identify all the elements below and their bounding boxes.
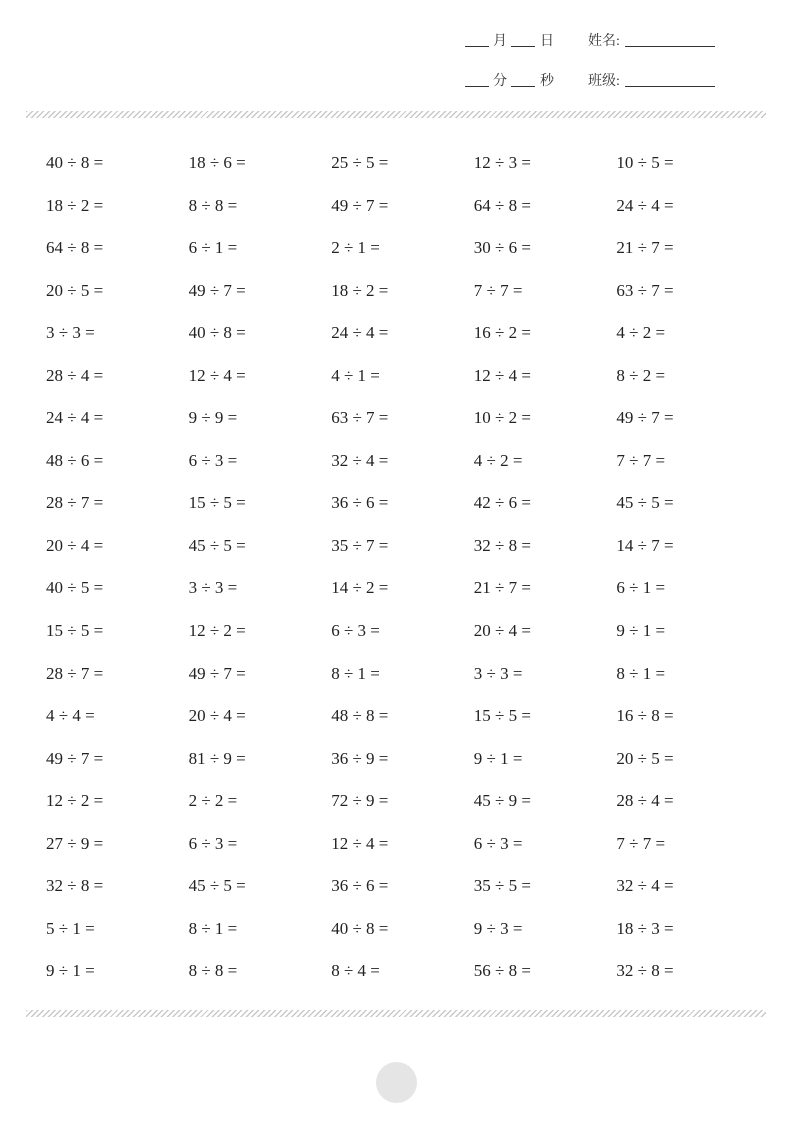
division-problem: 40 ÷ 8 = xyxy=(46,153,104,172)
minute-blank[interactable] xyxy=(465,86,489,87)
division-problem: 7 ÷ 7 = xyxy=(473,280,523,300)
division-problem: 15 ÷ 5 = xyxy=(46,621,104,641)
division-problem: 6 ÷ 3 = xyxy=(473,833,523,853)
division-problem: 35 ÷ 7 = xyxy=(331,535,389,555)
division-problem: 36 ÷ 6 = xyxy=(331,493,389,513)
division-problem: 18 ÷ 2 = xyxy=(331,280,389,300)
division-problem: 4 ÷ 4 = xyxy=(46,706,95,726)
division-problem: 5 ÷ 1 = xyxy=(46,918,95,938)
division-problem: 49 ÷ 7 = xyxy=(46,748,104,768)
division-problem: 8 ÷ 1 = xyxy=(188,918,238,938)
division-problem: 45 ÷ 5 = xyxy=(616,493,674,513)
division-problem: 45 ÷ 5 = xyxy=(188,876,246,896)
division-problem: 48 ÷ 8 = xyxy=(331,706,389,726)
division-problem: 24 ÷ 4 = xyxy=(616,195,674,215)
division-problem: 15 ÷ 5 = xyxy=(188,493,246,513)
division-problem: 2 ÷ 1 = xyxy=(331,238,380,258)
division-problem: 8 ÷ 4 = xyxy=(331,961,380,981)
division-problem: 20 ÷ 5 = xyxy=(616,748,674,768)
division-problem: 9 ÷ 3 = xyxy=(473,918,523,938)
division-problem: 21 ÷ 7 = xyxy=(616,238,674,258)
division-problem: 6 ÷ 1 = xyxy=(616,578,666,598)
bottom-divider xyxy=(26,1010,766,1017)
division-problem: 14 ÷ 7 = xyxy=(616,535,674,555)
division-problem: 18 ÷ 2 = xyxy=(46,195,104,215)
division-problem: 18 ÷ 3 = xyxy=(616,918,674,938)
division-problem: 28 ÷ 7 = xyxy=(46,493,104,513)
division-problem: 30 ÷ 6 = xyxy=(473,238,531,258)
division-problem: 6 ÷ 3 = xyxy=(331,621,380,641)
division-problem: 9 ÷ 1 = xyxy=(473,748,523,768)
division-problem: 20 ÷ 5 = xyxy=(46,280,104,300)
division-problem: 16 ÷ 8 = xyxy=(616,706,674,726)
division-problem: 72 ÷ 9 = xyxy=(331,791,389,811)
division-problem: 4 ÷ 2 = xyxy=(473,450,523,470)
division-problem: 35 ÷ 5 = xyxy=(473,876,531,896)
division-problem: 25 ÷ 5 = xyxy=(331,153,389,172)
division-problem: 7 ÷ 7 = xyxy=(616,833,666,853)
division-problem: 12 ÷ 4 = xyxy=(473,365,531,385)
month-label: 月 xyxy=(493,34,507,49)
division-problem: 6 ÷ 1 = xyxy=(188,238,238,258)
division-problem: 6 ÷ 3 = xyxy=(188,450,238,470)
worksheet-header xyxy=(0,0,793,100)
division-problem: 8 ÷ 2 = xyxy=(616,365,666,385)
division-problem: 20 ÷ 4 = xyxy=(473,621,531,641)
division-problem: 8 ÷ 8 = xyxy=(188,961,238,981)
division-problem: 48 ÷ 6 = xyxy=(46,450,104,470)
division-problem: 8 ÷ 1 = xyxy=(331,663,380,683)
division-problem: 63 ÷ 7 = xyxy=(331,408,389,428)
division-problem: 12 ÷ 4 = xyxy=(331,833,389,853)
division-problem: 3 ÷ 3 = xyxy=(473,663,523,683)
division-problem: 40 ÷ 8 = xyxy=(331,918,389,938)
division-problem: 49 ÷ 7 = xyxy=(188,280,246,300)
division-problem: 14 ÷ 2 = xyxy=(331,578,389,598)
division-problem: 32 ÷ 8 = xyxy=(616,961,674,981)
minute-label: 分 xyxy=(493,74,507,89)
division-problem: 81 ÷ 9 = xyxy=(188,748,246,768)
name-blank[interactable] xyxy=(625,46,715,47)
division-problem: 12 ÷ 3 = xyxy=(473,153,531,172)
month-blank[interactable] xyxy=(465,46,489,47)
division-problem: 40 ÷ 5 = xyxy=(46,578,104,598)
division-problem: 6 ÷ 3 = xyxy=(188,833,238,853)
division-problem: 8 ÷ 1 = xyxy=(616,663,666,683)
division-problem: 8 ÷ 8 = xyxy=(188,195,238,215)
division-problem: 36 ÷ 6 = xyxy=(331,876,389,896)
division-problem: 21 ÷ 7 = xyxy=(473,578,531,598)
division-problem: 56 ÷ 8 = xyxy=(473,961,531,981)
division-problem: 42 ÷ 6 = xyxy=(473,493,531,513)
division-problem: 28 ÷ 4 = xyxy=(616,791,674,811)
division-problem: 63 ÷ 7 = xyxy=(616,280,674,300)
second-blank[interactable] xyxy=(511,86,535,87)
division-problem: 12 ÷ 2 = xyxy=(46,791,104,811)
division-problem: 20 ÷ 4 = xyxy=(188,706,246,726)
class-blank[interactable] xyxy=(625,86,715,87)
division-problem: 4 ÷ 2 = xyxy=(616,323,666,343)
division-problem: 32 ÷ 8 = xyxy=(473,535,531,555)
division-problem: 49 ÷ 7 = xyxy=(616,408,674,428)
division-problem: 12 ÷ 2 = xyxy=(188,621,246,641)
problem-grid xyxy=(46,142,759,993)
division-problem: 9 ÷ 1 = xyxy=(616,621,666,641)
division-problem: 24 ÷ 4 = xyxy=(46,408,104,428)
division-problem: 4 ÷ 1 = xyxy=(331,365,380,385)
division-problem: 18 ÷ 6 = xyxy=(188,153,246,172)
division-problem: 32 ÷ 8 = xyxy=(46,876,104,896)
day-blank[interactable] xyxy=(511,46,535,47)
division-problem: 15 ÷ 5 = xyxy=(473,706,531,726)
division-problem: 2 ÷ 2 = xyxy=(188,791,238,811)
division-problem: 24 ÷ 4 = xyxy=(331,323,389,343)
page-number-badge xyxy=(376,1062,417,1103)
division-problem: 3 ÷ 3 = xyxy=(46,323,95,343)
division-problem: 45 ÷ 9 = xyxy=(473,791,531,811)
division-problem: 64 ÷ 8 = xyxy=(473,195,531,215)
name-label: 姓名: xyxy=(588,34,620,49)
second-label: 秒 xyxy=(540,74,554,89)
division-problem: 10 ÷ 2 = xyxy=(473,408,531,428)
division-problem: 9 ÷ 1 = xyxy=(46,961,95,981)
class-label: 班级: xyxy=(588,74,620,89)
division-problem: 40 ÷ 8 = xyxy=(188,323,246,343)
division-problem: 45 ÷ 5 = xyxy=(188,535,246,555)
division-problem: 10 ÷ 5 = xyxy=(616,153,674,172)
division-problem: 12 ÷ 4 = xyxy=(188,365,246,385)
division-problem: 64 ÷ 8 = xyxy=(46,238,104,258)
top-divider xyxy=(26,111,766,118)
division-problem: 32 ÷ 4 = xyxy=(331,450,389,470)
division-problem: 27 ÷ 9 = xyxy=(46,833,104,853)
division-problem: 3 ÷ 3 = xyxy=(188,578,238,598)
division-problem: 20 ÷ 4 = xyxy=(46,535,104,555)
division-problem: 32 ÷ 4 = xyxy=(616,876,674,896)
division-problem: 36 ÷ 9 = xyxy=(331,748,389,768)
division-problem: 49 ÷ 7 = xyxy=(188,663,246,683)
division-problem: 9 ÷ 9 = xyxy=(188,408,238,428)
division-problem: 28 ÷ 4 = xyxy=(46,365,104,385)
day-label: 日 xyxy=(540,34,554,49)
division-problem: 16 ÷ 2 = xyxy=(473,323,531,343)
division-problem: 49 ÷ 7 = xyxy=(331,195,389,215)
division-problem: 28 ÷ 7 = xyxy=(46,663,104,683)
division-problem: 7 ÷ 7 = xyxy=(616,450,666,470)
